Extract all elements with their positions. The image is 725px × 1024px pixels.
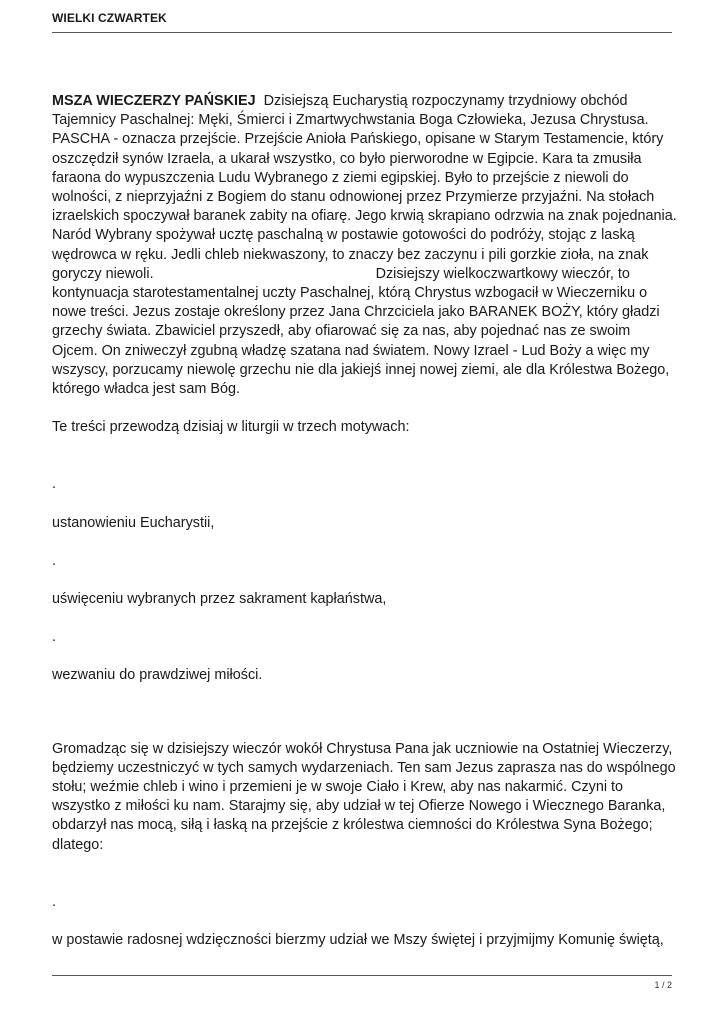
motif-item: uświęceniu wybranych przez sakrament kapłaństwa, [52, 591, 387, 608]
document-body [52, 92, 678, 950]
motif-item: ustanowieniu Eucharystii, [52, 514, 215, 531]
gathering-paragraph: Gromadząc się w dzisiejszy wieczór wokół Chrystusa Pana jak uczniowie na Ostatniej Wieczerzy, będziemy uczestniczyć w tych samych wydarzeniach. Ten sam Jezus zaprasza nas do wspólnego stołu; weźmie chleb i wino i przemieni je w swoje Ciało i Krew, aby nas nakarmić. Czyni to wszystko z miłości ku nam. Starajmy się, aby udział w tej Ofierze Nowego i Wiecznego Baranka, obdarzył nas mocą, siłą i łaską na przejście z królestwa ciemności do Królestwa Syna Bożego; dlatego: [52, 740, 676, 853]
list-marker: . [52, 629, 56, 646]
list-marker: . [52, 893, 56, 910]
motif-item: wezwaniu do prawdziwej miłości. [52, 667, 263, 684]
final-line: w postawie radosnej wdzięczności bierzmy udział we Mszy świętej i przyjmijmy Komunię świętą, [52, 932, 664, 949]
document-title: WIELKI CZWARTEK [52, 11, 167, 25]
spacer [52, 686, 678, 740]
spacer [52, 855, 678, 874]
footer-divider [52, 975, 672, 976]
spacer [52, 533, 678, 552]
intro-paragraph [52, 92, 678, 399]
spacer [52, 874, 678, 893]
list-marker: . [52, 552, 56, 569]
motifs-intro: Te treści przewodzą dzisiaj w liturgii w trzech motywach: [52, 419, 410, 436]
section-title: MSZA WIECZERZY PAŃSKIEJ [52, 93, 256, 109]
spacer [52, 912, 678, 931]
page-number: 1 / 2 [654, 980, 672, 990]
spacer [52, 609, 678, 628]
spacer [52, 647, 678, 666]
page-header [52, 10, 672, 33]
list-marker: . [52, 476, 56, 493]
spacer [52, 399, 678, 418]
header-divider [52, 32, 672, 33]
spacer [52, 571, 678, 590]
spacer [52, 495, 678, 514]
paragraph-text-part-b: Dzisiejszy wielkoczwartkowy wieczór, to kontynuacja starotestamentalnej uczty Paschalnej, którą Chrystus wzbogacił w Wieczerniku o nowe treści. Jezus zostaje określony przez Jana Chrzciciela jako BARANEK BOŻY, który gładzi grzechy świata. Zbawiciel przyszedł, aby ofiarować się za nas, aby pojednać nas ze swoim Ojcem. On zniweczył zgubną władzę szatana nad światem. Nowy Izrael - Lud Boży a więc my wszyscy, porzucamy niewolę grzechu nie dla jakiejś innej nowej ziemi, ale dla Królestwa Bożego, którego władca jest sam Bóg. [52, 265, 670, 398]
spacer [52, 437, 678, 475]
page-footer [52, 975, 672, 991]
paragraph-text-part-a: Dzisiejszą Eucharystią rozpoczynamy trzydniowy obchód Tajemnicy Paschalnej: Męki, Śmierci i Zmartwychwstania Boga Człowieka, Jezusa Chrystusa. PASCHA - oznacza przejście. Przejście Anioła Pańskiego, opisane w Starym Testamencie, który oszczędził synów Izraela, a ukarał wszystko, co było pierworodne w Egipcie. Kara ta zmusiła faraona do wypuszczenia Ludu Wybranego z ziemi egipskiej. Było to przejście z niewoli do wolności, z nieprzyjaźni z Bogiem do stanu odnowionej przez Przymierze przyjaźni. Na stołach izraelskich spoczywał baranek zabity na ofiarę. Jego krwią skrapiano odrzwia na znak pojednania. Naród Wybrany spożywał ucztę paschalną w postawie gotowości do podróży, stojąc z laską wędrowca w ręku. Jedli chleb niekwaszony, to znaczy bez zaczynu i pili gorzkie zioła, na znak goryczy niewoli. [52, 93, 677, 282]
